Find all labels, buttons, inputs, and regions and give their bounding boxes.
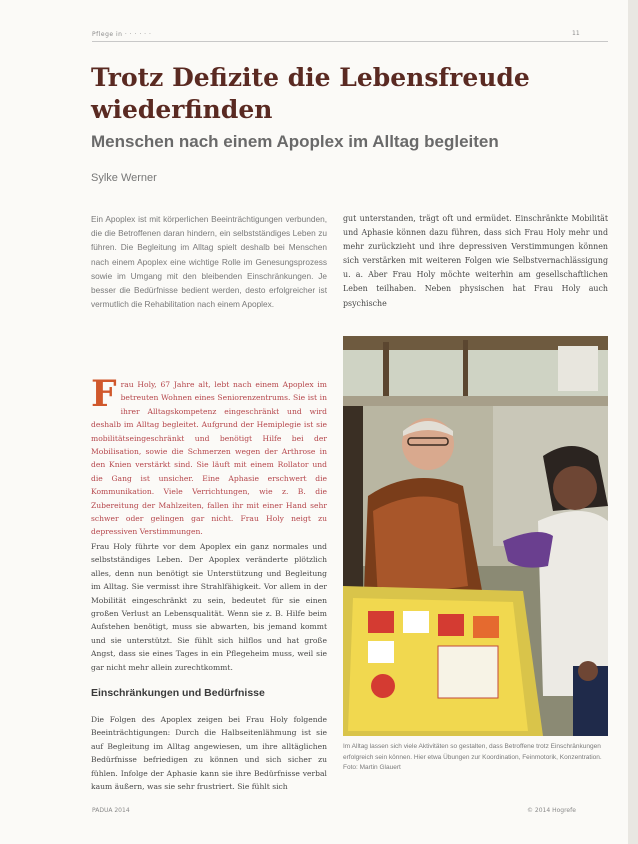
body-paragraph-2: Die Folgen des Apoplex zeigen bei Frau Holy folgende Beeinträchtigungen: Durch die Halbseitenlähmung ist sie auf Begleitung im Alltag angewiesen, um ihre alltäglichen Bedürfnisse befriedigen zu können und sich sicher zu fühlen. Infolge der Aphasie kann sie ihre Bedürfnisse verbal kaum äußern, was sie sehr frustriert. Sie fühlt sich — [91, 715, 327, 792]
case-study-box — [91, 373, 327, 539]
header-rule — [92, 41, 608, 42]
article-title: Trotz Defizite die Lebensfreude wiederfinden — [91, 63, 530, 124]
footer-left: PADUA 2014 — [92, 807, 130, 814]
running-head: Pflege in · · · · · · — [92, 31, 152, 38]
footer-right: © 2014 Hogrefe — [527, 807, 576, 814]
author-name: Sylke Werner — [91, 172, 157, 184]
case-study-text: rau Holy, 67 Jahre alt, lebt nach einem Apoplex im betreuten Wohnen eines Seniorenzentrums. Sie ist in ihrer Alltagskompetenz eingeschränkt und wird deshalb im Alltag begleitet. Aufgrund der Hemiplegie ist sie mobilitätseingeschränkt und benötigt Hilfe bei der Mobilisation, sowie die Schmerzen wegen der Arthrose in den Knien verstärkt sind. Sie läuft mit einem Rollator und die Gang ist unsicher. Eine Aphasie erschwert die Kommunikation. Viele Verrichtungen, wie z. B. die Zubereitung der Mahlzeiten, fallen ihr mit einer Hand sehr schwer oder gelingen gar nicht. Frau Holy neigt zu depressiven Verstimmungen. — [91, 380, 327, 537]
drop-cap: F — [91, 373, 117, 415]
page-number: 11 — [572, 30, 580, 37]
article-photo — [343, 336, 608, 736]
scan-edge — [628, 0, 638, 844]
section-heading: Einschränkungen und Bedürfnisse — [91, 687, 265, 699]
lead-paragraph: Ein Apoplex ist mit körperlichen Beeinträchtigungen verbunden, die die Betroffenen daran hindern, ein selbstständiges Leben zu führen. Die Begleitung im Alltag spielt deshalb bei Menschen nach einem Apoplex eine wichtige Rolle im Genesungsprozess sowie im Umgang mit den bleibenden Einschränkungen. Je besser die Bedürfnisse bedient werden, desto erfolgreicher ist vermutlich die Rehabilitation nach einem Apoplex. — [91, 214, 327, 310]
photo-caption: Im Alltag lassen sich viele Aktivitäten so gestalten, dass Betroffene trotz Einschränkungen erfolgreich sein können. Hier etwa Übungen zur Koordination, Feinmotorik, Konzentration. Foto: Martin Glauert — [343, 743, 602, 772]
body-paragraph: Frau Holy führte vor dem Apoplex ein ganz normales und selbstständiges Leben. Der Apoplex veränderte plötzlich alles, denn nun benötigt sie Unterstützung und Begleitung im Alltag. Sie vermisst ihre Strahlfähigkeit. Vor allem in der Mobilität eingeschränkt zu sein, bedeutet für sie einen großen Verlust an Lebensqualität. Wenn sie z. B. Hilfe beim Aufstehen benötigt, muss sie abwarten, bis jemand kommt und sie unterstützt. Sie fühlt sich hilflos und hat große Angst, dass sie eines Tages in ein Pflegeheim muss, weil sie gar nicht mehr allein zurechtkommt. — [91, 542, 327, 672]
article-subtitle: Menschen nach einem Apoplex im Alltag begleiten — [91, 132, 499, 151]
right-column-text: gut unterstanden, trägt oft und ermüdet. Einschränkte Mobilität und Aphasie können dazu führen, dass sich Frau Holy mehr und mehr zurückzieht und ihre depressiven Verstimmungen können sich verstärken mit weiteren Folgen wie Selbstvernachlässigung u. a. Aber Frau Holy möchte weiterhin am gesellschaftlichen Leben teilhaben. Neben physischen hat Frau Holy auch psychische — [343, 214, 608, 308]
